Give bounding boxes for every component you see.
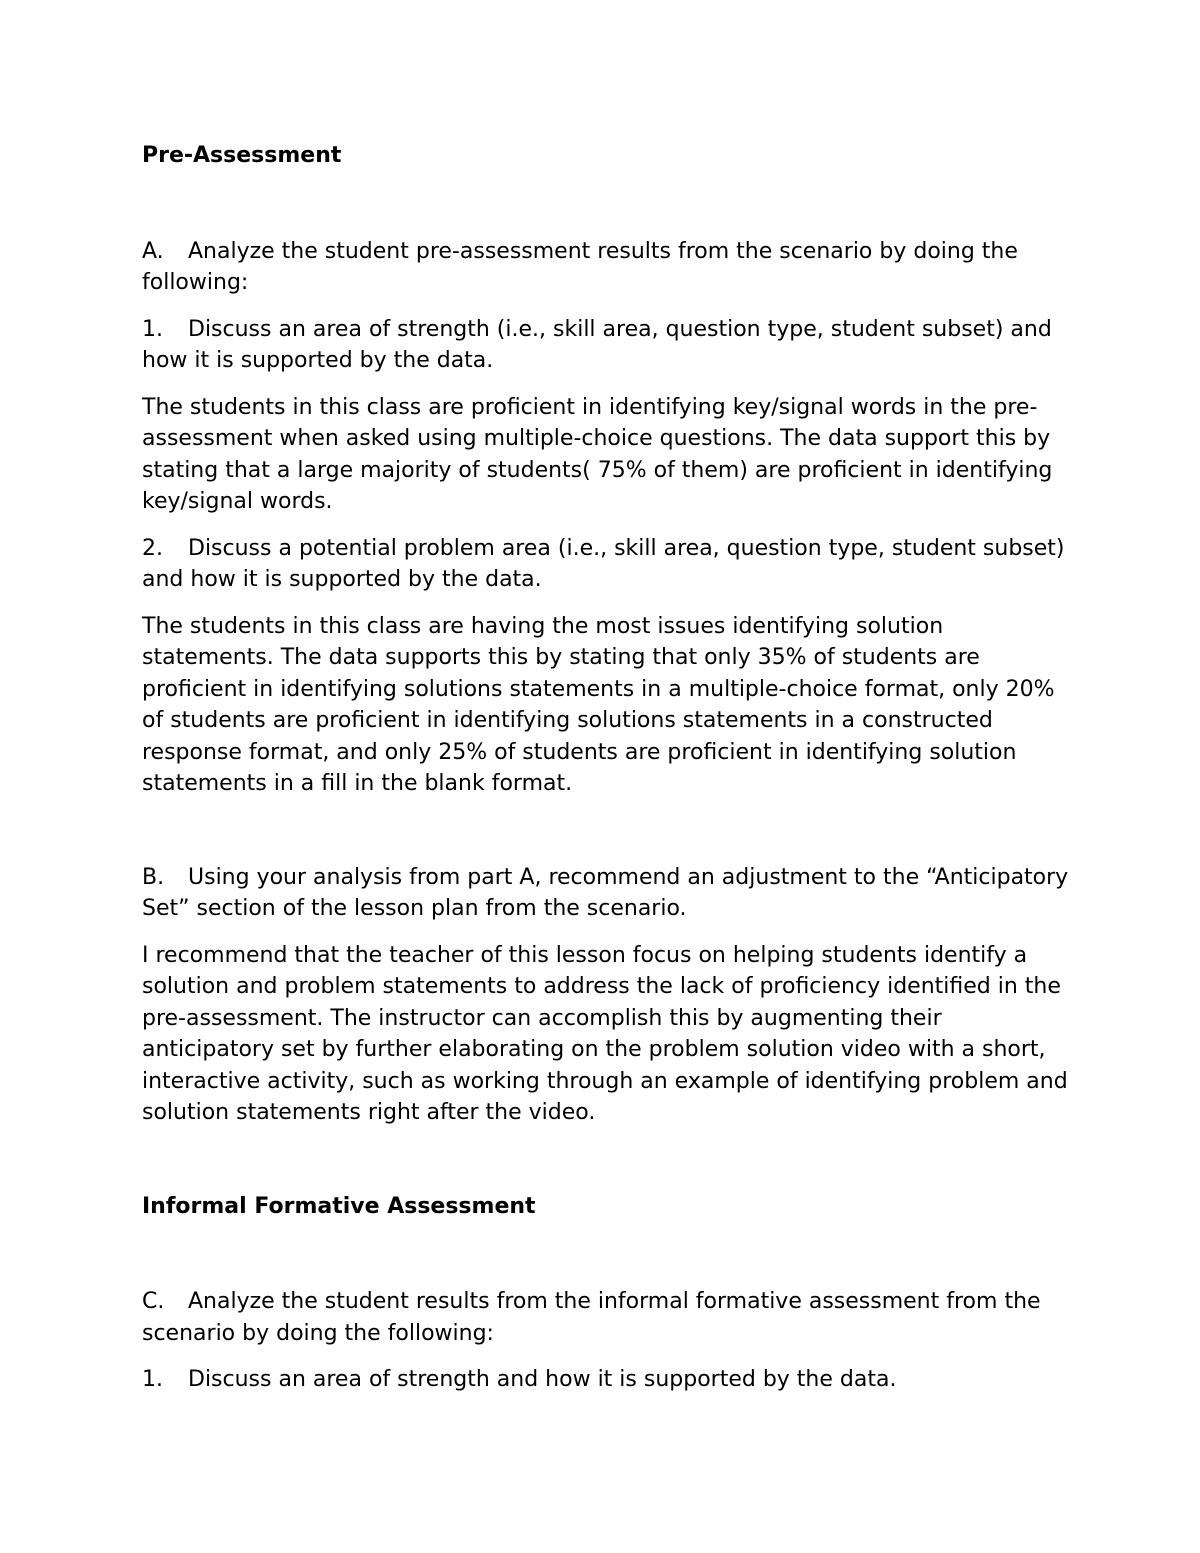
question-a1 bbox=[142, 314, 1072, 377]
answer-a2: The students in this class are having the most issues identifying solution statements. The data supports this by stating that only 35% of students are proficient in identifying solutions statements in a multiple-choice format, only 20% of students are proficient in identifying solutions statements in a constructed response format, and only 25% of students are proficient in identifying solution statements in a fill in the blank format. bbox=[142, 613, 1055, 796]
question-a bbox=[142, 236, 1072, 299]
heading-pre-assessment: Pre-Assessment bbox=[142, 143, 342, 168]
question-a2-label: 2. bbox=[142, 535, 163, 561]
question-a1-prompt: Discuss an area of strength (i.e., skill area, question type, student subset) and how it is supported by the data. bbox=[142, 316, 1052, 373]
question-b bbox=[142, 862, 1072, 925]
question-b-prompt: Using your analysis from part A, recommend an adjustment to the “Anticipatory Set” section of the lesson plan from the scenario. bbox=[142, 864, 1069, 921]
heading-informal-formative: Informal Formative Assessment bbox=[142, 1193, 536, 1219]
answer-a1: The students in this class are proficient in identifying key/signal words in the pre-assessment when asked using multiple-choice questions. The data support this by stating that a large majority of students( 75% of them) are proficient in identifying key/signal words. bbox=[142, 394, 1053, 514]
document-content bbox=[142, 140, 1072, 1396]
question-c bbox=[142, 1286, 1072, 1349]
question-c1-prompt: Discuss an area of strength and how it is supported by the data. bbox=[188, 1367, 897, 1392]
question-a2-prompt: Discuss a potential problem area (i.e., skill area, question type, student subset) and how it is supported by the data. bbox=[142, 535, 1065, 592]
question-b-label: B. bbox=[142, 864, 165, 890]
question-a1-label: 1. bbox=[142, 316, 163, 342]
question-c1 bbox=[142, 1364, 1072, 1396]
answer-b: I recommend that the teacher of this lesson focus on helping students identify a solution and problem statements to address the lack of proficiency identified in the pre-assessment. The instructor can accomplish this by augmenting their anticipatory set by further elaborating on the problem solution video with a short, interactive activity, such as working through an example of identifying problem and solution statements right after the video. bbox=[142, 942, 1068, 1125]
question-c1-label: 1. bbox=[142, 1367, 163, 1392]
question-a2 bbox=[142, 533, 1072, 596]
question-a-prompt: Analyze the student pre-assessment results from the scenario by doing the following: bbox=[142, 238, 1018, 295]
question-c-prompt: Analyze the student results from the informal formative assessment from the scenario by doing the following: bbox=[142, 1289, 1041, 1346]
question-c-label: C. bbox=[142, 1289, 165, 1314]
question-a-label: A. bbox=[142, 238, 164, 264]
